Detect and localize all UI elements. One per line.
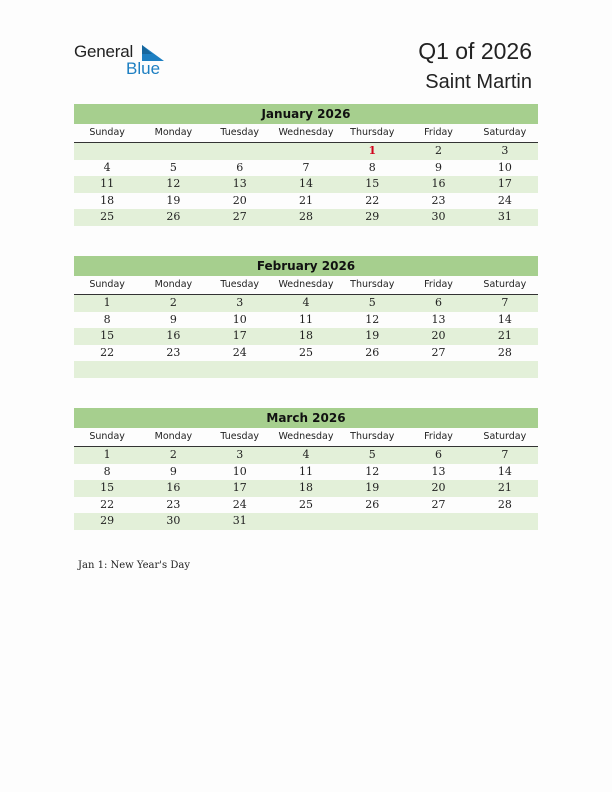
week-row [74, 328, 538, 345]
day-cell: 9 [169, 312, 177, 326]
day-cell [74, 361, 140, 378]
day-cell [74, 143, 140, 160]
day-cell: 25 [100, 210, 115, 223]
day-cell: 12 [365, 464, 380, 478]
day-cell: 4 [302, 296, 310, 309]
weekday-label: Thursday [350, 279, 395, 290]
day-cell: 12 [166, 177, 181, 190]
month-title: March 2026 [74, 408, 538, 428]
day-cell: 17 [232, 481, 247, 494]
day-cell: 18 [298, 481, 313, 494]
weekday-header-row [74, 124, 538, 143]
weekday-label: Wednesday [278, 127, 334, 138]
day-cell: 22 [365, 193, 380, 207]
month-calendar [74, 256, 538, 378]
weekday-label: Friday [424, 127, 453, 138]
week-row [74, 312, 538, 329]
day-cell: 10 [497, 160, 512, 174]
day-cell: 28 [497, 497, 512, 511]
holiday-day-cell: 1 [368, 144, 377, 157]
day-cell [273, 361, 339, 378]
day-cell: 30 [166, 514, 181, 527]
week-row [74, 480, 538, 497]
day-cell: 31 [497, 210, 512, 223]
day-cell: 3 [501, 144, 509, 157]
day-cell: 21 [497, 481, 512, 494]
day-cell: 19 [365, 481, 380, 494]
day-cell: 10 [232, 312, 247, 326]
week-row [74, 295, 538, 312]
weekday-label: Saturday [483, 279, 527, 290]
day-cell: 12 [365, 312, 380, 326]
logo-text-blue: Blue [126, 59, 161, 78]
week-row [74, 193, 538, 210]
day-cell: 31 [232, 514, 247, 527]
day-cell [339, 513, 405, 530]
day-cell: 7 [501, 296, 509, 309]
day-cell: 24 [232, 345, 247, 359]
month-calendar [74, 408, 538, 530]
day-cell: 22 [100, 345, 115, 359]
day-cell: 2 [169, 448, 177, 461]
day-cell [273, 513, 339, 530]
day-cell: 8 [103, 464, 111, 478]
weekday-header-row [74, 276, 538, 295]
week-row [74, 209, 538, 226]
day-cell: 9 [435, 160, 443, 174]
day-cell [140, 361, 206, 378]
day-cell: 21 [497, 329, 512, 342]
weekday-label: Monday [154, 431, 193, 442]
day-cell: 5 [169, 160, 177, 174]
week-row [74, 143, 538, 160]
weekday-label: Tuesday [220, 431, 260, 442]
week-row [74, 345, 538, 362]
day-cell: 27 [431, 497, 446, 511]
day-cell: 5 [368, 296, 376, 309]
month-title: February 2026 [74, 256, 538, 276]
day-cell: 28 [497, 345, 512, 359]
day-cell: 25 [298, 345, 313, 359]
day-cell: 4 [103, 160, 111, 174]
day-cell: 2 [169, 296, 177, 309]
weekday-label: Saturday [483, 127, 527, 138]
day-cell: 20 [431, 481, 446, 494]
day-cell: 1 [103, 296, 111, 309]
day-cell [273, 143, 339, 160]
generalblue-logo [74, 42, 174, 78]
day-cell [339, 361, 405, 378]
day-cell: 11 [298, 312, 313, 326]
week-row [74, 447, 538, 464]
day-cell: 8 [103, 312, 111, 326]
day-cell [207, 143, 273, 160]
week-row [74, 513, 538, 530]
day-cell: 16 [166, 481, 181, 494]
day-cell [472, 361, 538, 378]
day-cell: 7 [302, 160, 310, 174]
week-row [74, 361, 538, 378]
day-cell: 23 [431, 193, 446, 207]
weekday-label: Saturday [483, 431, 527, 442]
day-cell: 22 [100, 497, 115, 511]
day-cell: 17 [497, 177, 512, 190]
month-calendar [74, 104, 538, 226]
day-cell: 28 [298, 210, 313, 223]
weekday-label: Monday [154, 127, 193, 138]
weekday-label: Sunday [89, 431, 125, 442]
day-cell: 10 [232, 464, 247, 478]
day-cell: 6 [435, 448, 443, 461]
page-title: Q1 of 2026 [418, 38, 532, 64]
day-cell: 7 [501, 448, 509, 461]
day-cell: 8 [368, 160, 376, 174]
weekday-header-row [74, 428, 538, 447]
day-cell [405, 513, 471, 530]
day-cell [140, 143, 206, 160]
day-cell: 30 [431, 210, 446, 223]
day-cell: 14 [497, 464, 512, 478]
day-cell: 14 [298, 177, 313, 190]
day-cell: 20 [232, 193, 247, 207]
day-cell: 16 [431, 177, 446, 190]
day-cell: 24 [497, 193, 512, 207]
day-cell [472, 513, 538, 530]
day-cell: 9 [169, 464, 177, 478]
day-cell: 17 [232, 329, 247, 342]
day-cell: 24 [232, 497, 247, 511]
day-cell [405, 361, 471, 378]
weekday-label: Monday [154, 279, 193, 290]
week-row [74, 160, 538, 177]
holiday-note: Jan 1: New Year's Day [78, 560, 190, 571]
week-row [74, 497, 538, 514]
day-cell: 13 [431, 464, 446, 478]
day-cell: 15 [100, 481, 115, 494]
day-cell: 4 [302, 448, 310, 461]
weekday-label: Tuesday [220, 279, 260, 290]
day-cell: 5 [368, 448, 376, 461]
day-cell: 13 [431, 312, 446, 326]
day-cell: 20 [431, 329, 446, 342]
day-cell: 23 [166, 345, 181, 359]
day-cell: 11 [298, 464, 313, 478]
day-cell: 3 [236, 448, 244, 461]
day-cell: 18 [298, 329, 313, 342]
week-row [74, 176, 538, 193]
day-cell: 26 [365, 345, 380, 359]
weekday-label: Friday [424, 279, 453, 290]
weekday-label: Sunday [89, 279, 125, 290]
day-cell: 6 [435, 296, 443, 309]
day-cell: 15 [365, 177, 380, 190]
day-cell: 15 [100, 329, 115, 342]
day-cell: 21 [298, 193, 313, 207]
day-cell: 1 [103, 448, 111, 461]
weekday-label: Thursday [350, 127, 395, 138]
day-cell: 27 [431, 345, 446, 359]
day-cell: 25 [298, 497, 313, 511]
day-cell: 29 [365, 210, 380, 223]
logo-text-general: General [74, 42, 134, 61]
page-subtitle: Saint Martin [425, 71, 532, 93]
day-cell: 29 [100, 514, 115, 527]
day-cell: 11 [100, 177, 115, 190]
day-cell: 14 [497, 312, 512, 326]
day-cell: 3 [236, 296, 244, 309]
week-row [74, 464, 538, 481]
weekday-label: Friday [424, 431, 453, 442]
weekday-label: Tuesday [220, 127, 260, 138]
day-cell: 27 [232, 210, 247, 223]
day-cell: 23 [166, 497, 181, 511]
weekday-label: Wednesday [278, 279, 334, 290]
day-cell: 18 [100, 193, 115, 207]
weekday-label: Wednesday [278, 431, 334, 442]
day-cell [207, 361, 273, 378]
day-cell: 26 [166, 210, 181, 223]
day-cell: 26 [365, 497, 380, 511]
day-cell: 2 [435, 144, 443, 157]
weekday-label: Sunday [89, 127, 125, 138]
weekday-label: Thursday [350, 431, 395, 442]
day-cell: 16 [166, 329, 181, 342]
month-title: January 2026 [74, 104, 538, 124]
day-cell: 19 [365, 329, 380, 342]
day-cell: 19 [166, 193, 181, 207]
day-cell: 6 [236, 160, 244, 174]
day-cell: 13 [232, 177, 247, 190]
